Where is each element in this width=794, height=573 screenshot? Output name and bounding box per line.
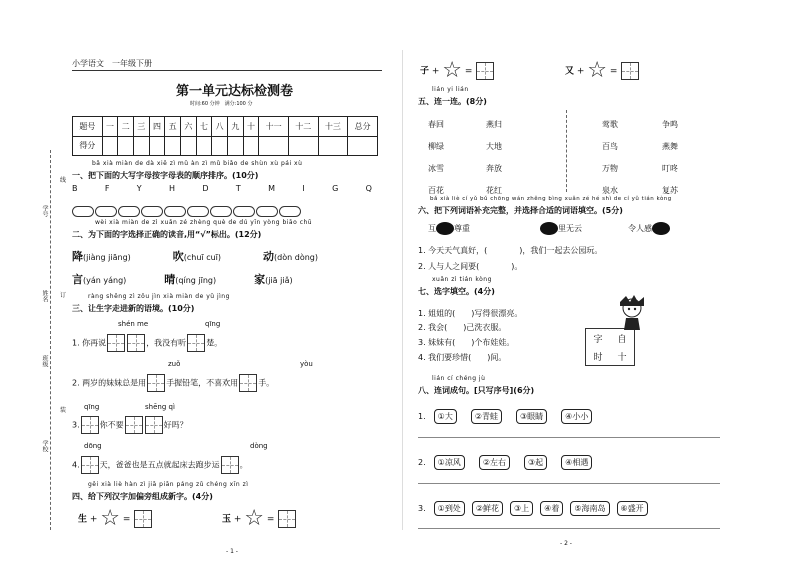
blank-dot[interactable] bbox=[436, 222, 454, 235]
q8-word-card[interactable]: ④小小 bbox=[561, 409, 592, 424]
letter: Y bbox=[136, 184, 142, 193]
score-header-cell: 十二 bbox=[288, 117, 318, 137]
q6-s1: 1. 今天天气真好，( )，我们一起去公园玩。 bbox=[418, 246, 603, 255]
q5-text: 五、连一连。(8分) bbox=[418, 97, 487, 106]
score-header-cell: 二 bbox=[118, 117, 134, 137]
q8-word-card[interactable]: ③眼睛 bbox=[516, 409, 547, 424]
letter: Q bbox=[365, 184, 372, 193]
box-char: 时 bbox=[593, 352, 603, 363]
q6-word2: 尊重 bbox=[454, 224, 470, 233]
blank[interactable] bbox=[187, 334, 205, 352]
letter: B bbox=[72, 184, 78, 193]
page-number-left: - 1 - bbox=[226, 548, 238, 555]
blank[interactable] bbox=[125, 416, 143, 434]
q2-options: (yán yáng) bbox=[83, 276, 127, 285]
q2-text: 二、为下面的字选择正确的读音,用“√”标出。(12分) bbox=[72, 230, 262, 239]
blank[interactable] bbox=[621, 62, 639, 80]
answer-bubble[interactable] bbox=[210, 206, 232, 217]
q1-text: 一、把下面的大写字母按字母表的顺序排序。(10分) bbox=[72, 171, 259, 180]
q8-word-card[interactable]: ①到处 bbox=[434, 501, 465, 516]
blank[interactable] bbox=[145, 416, 163, 434]
box-char: 自 bbox=[617, 334, 627, 345]
q5-word[interactable]: 争鸣 bbox=[662, 120, 678, 129]
q2-item[interactable] bbox=[263, 248, 318, 264]
blank[interactable] bbox=[81, 456, 99, 474]
q3-s2-pinyin1: zuǒ bbox=[168, 360, 181, 368]
q2-options: (jiā jiǎ) bbox=[265, 276, 293, 285]
q3-s4-a: 4. bbox=[72, 460, 80, 470]
q7-text: 七、选字填空。(4分) bbox=[418, 287, 495, 296]
answer-bubble[interactable] bbox=[95, 206, 117, 217]
q2-item[interactable] bbox=[254, 271, 292, 287]
answer-bubble[interactable] bbox=[279, 206, 301, 217]
star-icon: ☆ bbox=[244, 506, 265, 531]
header-label: 小学语文 一年级下册 bbox=[72, 59, 152, 68]
letter: D bbox=[202, 184, 209, 193]
q5-col2 bbox=[486, 114, 502, 202]
top-char2: 又 bbox=[565, 66, 575, 77]
q2-pinyin: wèi xià miàn de zì xuǎn zé zhèng què de dú yīn yòng biāo chū bbox=[95, 219, 313, 226]
q3-s2-c: 手。 bbox=[258, 378, 275, 388]
score-cell[interactable] bbox=[180, 136, 196, 156]
score-header-cell: 十三 bbox=[318, 117, 348, 137]
q2-options: (qíng jīng) bbox=[175, 276, 217, 285]
q2-char: 晴 bbox=[164, 273, 176, 286]
star-icon: ☆ bbox=[587, 58, 608, 83]
q3-text: 三、让生字走进新的语境。(10分) bbox=[72, 304, 195, 313]
q8-word-card[interactable]: ②鲜花 bbox=[472, 501, 503, 516]
q3-pinyin: ràng shēng zì zǒu jìn xià miàn de yǔ jìng bbox=[88, 293, 230, 300]
q5-col1 bbox=[428, 114, 444, 202]
q1-pinyin: bǎ xià miàn de dà xiě zì mǔ àn zì mǔ biǎo de shùn xù pái xù bbox=[92, 160, 303, 167]
cartoon-girl-icon bbox=[612, 292, 652, 332]
q2-item[interactable] bbox=[72, 271, 126, 287]
q8-row-number: 2. bbox=[418, 458, 426, 467]
q7-s1: 1. 姐姐的( )写得很漂亮。 bbox=[418, 309, 523, 318]
q5-word[interactable]: 百花 bbox=[428, 186, 444, 195]
time-score: 时间:60 分钟 满分:100 分 bbox=[190, 101, 253, 107]
score-cell[interactable] bbox=[102, 136, 118, 156]
box-char: 十 bbox=[617, 352, 627, 363]
q5-word[interactable]: 柳绿 bbox=[428, 142, 444, 151]
q6-s2: 2. 人与人之间要( )。 bbox=[418, 262, 523, 271]
q8-word-card[interactable]: ④相遇 bbox=[561, 455, 592, 470]
q5-word[interactable]: 春回 bbox=[428, 120, 444, 129]
q5-word[interactable]: 百鸟 bbox=[602, 142, 618, 151]
score-cell[interactable] bbox=[348, 136, 378, 156]
score-label: 得分 bbox=[73, 136, 103, 156]
q5-col3 bbox=[602, 114, 618, 202]
q5-pinyin: lián yi lián bbox=[432, 86, 469, 93]
q2-row2 bbox=[72, 271, 382, 287]
q3-s1-c: 楚。 bbox=[206, 338, 223, 348]
q2-options: (chuī cuī) bbox=[183, 253, 222, 262]
letter: F bbox=[104, 184, 110, 193]
answer-bubble[interactable] bbox=[187, 206, 209, 217]
answer-bubble[interactable] bbox=[141, 206, 163, 217]
q8-text: 八、连词成句。[只写序号](6分) bbox=[418, 386, 535, 395]
q2-row1 bbox=[72, 248, 382, 264]
q8-row2 bbox=[418, 450, 606, 470]
q2-options: (jiàng jiāng) bbox=[83, 253, 131, 262]
q8-row-number: 1. bbox=[418, 412, 426, 421]
q5-word[interactable]: 万物 bbox=[602, 164, 618, 173]
score-header-cell: 三 bbox=[133, 117, 149, 137]
q5-word[interactable]: 大地 bbox=[486, 142, 502, 151]
q8-row1 bbox=[418, 404, 606, 424]
q3-s3-pinyin1: qīng bbox=[84, 403, 100, 411]
star-icon: ☆ bbox=[100, 506, 121, 531]
q4-text: 四、给下列汉字加偏旁组成新字。(4分) bbox=[72, 492, 213, 501]
q2-char: 降 bbox=[72, 250, 83, 263]
q1-answer-bubbles[interactable] bbox=[72, 201, 302, 220]
q8-row-number: 3. bbox=[418, 504, 426, 513]
q3-s3-a: 3. bbox=[72, 420, 80, 430]
score-header-cell: 八 bbox=[212, 117, 228, 137]
q5-word[interactable]: 复苏 bbox=[662, 186, 678, 195]
blank-dot[interactable] bbox=[540, 222, 558, 235]
q4-char1: 生 bbox=[78, 514, 88, 525]
q6-pinyin: bǎ xià liè cí yǔ bǔ chōng wán zhěng bìng xuǎn zé hé shì de cí yǔ tián kòng bbox=[430, 196, 672, 202]
star-icon: ☆ bbox=[442, 58, 463, 83]
side-cut2: 订 bbox=[60, 292, 67, 299]
score-cell[interactable] bbox=[212, 136, 228, 156]
q6-word4: 令人感 bbox=[628, 224, 652, 233]
side-school: 学校 bbox=[41, 440, 48, 452]
score-header-cell: 十 bbox=[243, 117, 259, 137]
q3-s1-pinyin2: qīng bbox=[205, 320, 221, 328]
side-cut3: 装 bbox=[60, 407, 67, 414]
q5-word[interactable]: 花红 bbox=[486, 186, 502, 195]
q5-col4 bbox=[662, 114, 678, 202]
score-header-cell: 六 bbox=[180, 117, 196, 137]
q6-text: 六、把下列词语补充完整，并选择合适的词语填空。(5分) bbox=[418, 206, 623, 215]
q3-s3-pinyin2: shēng qì bbox=[145, 403, 175, 411]
answer-bubble[interactable] bbox=[256, 206, 278, 217]
score-header-cell: 五 bbox=[165, 117, 181, 137]
q3-s4-pinyin2: dòng bbox=[250, 442, 268, 450]
q7-s2: 2. 我会( )己洗衣服。 bbox=[418, 323, 507, 332]
letter: H bbox=[169, 184, 176, 193]
q2-char: 家 bbox=[254, 273, 266, 286]
q4-char2: 玉 bbox=[222, 514, 232, 525]
q3-s1-a: 1. 你再说 bbox=[72, 338, 107, 348]
score-cell[interactable] bbox=[318, 136, 348, 156]
q8-word-card[interactable]: ③上 bbox=[510, 501, 533, 516]
q5-word[interactable]: 冰雪 bbox=[428, 164, 444, 173]
q8-word-card[interactable]: ③起 bbox=[524, 455, 547, 470]
q8-pinyin: lián cí chéng jù bbox=[432, 375, 486, 382]
letter: G bbox=[332, 184, 339, 193]
q2-char: 吹 bbox=[172, 250, 184, 263]
score-header-cell: 四 bbox=[149, 117, 165, 137]
side-name: 姓名 bbox=[41, 290, 48, 302]
q2-item[interactable] bbox=[72, 248, 131, 264]
q8-word-card[interactable]: ①凉风 bbox=[434, 455, 465, 470]
page-title: 第一单元达标检测卷 bbox=[176, 84, 294, 99]
blank[interactable] bbox=[147, 374, 165, 392]
q1-letters bbox=[72, 184, 372, 193]
q8-word-card[interactable]: ④着 bbox=[540, 501, 563, 516]
q2-char: 言 bbox=[72, 273, 83, 286]
q8-word-card[interactable]: ②左右 bbox=[479, 455, 510, 470]
q3-s3-b: 你不要 bbox=[99, 420, 124, 430]
blank[interactable] bbox=[221, 456, 239, 474]
score-header-cell: 总分 bbox=[348, 117, 378, 137]
q3-s2-a: 2. 两岁的妹妹总是用 bbox=[72, 378, 147, 388]
score-header-cell: 十一 bbox=[259, 117, 289, 137]
blank[interactable] bbox=[81, 416, 99, 434]
blank-dot[interactable] bbox=[652, 222, 670, 235]
q7-s3: 3. 妹妹有( )个布娃娃。 bbox=[418, 338, 515, 347]
answer-bubble[interactable] bbox=[164, 206, 186, 217]
blank[interactable] bbox=[107, 334, 125, 352]
score-cell[interactable] bbox=[288, 136, 318, 156]
q7-char-box bbox=[585, 328, 635, 366]
score-cell[interactable] bbox=[228, 136, 244, 156]
page-number-right: - 2 - bbox=[560, 540, 572, 547]
q8-word-card[interactable]: ⑥盛开 bbox=[617, 501, 648, 516]
q3-s1-pinyin1: shén me bbox=[118, 320, 149, 328]
q8-word-card[interactable]: ⑤海南岛 bbox=[570, 501, 609, 516]
score-cell[interactable] bbox=[165, 136, 181, 156]
q3-s1-b: ，我没有听 bbox=[146, 338, 187, 348]
q3-s3-c: 好吗？ bbox=[163, 420, 188, 430]
q3-s2-pinyin2: yòu bbox=[300, 360, 313, 368]
letter: I bbox=[302, 184, 305, 193]
side-class: 班级 bbox=[41, 355, 48, 367]
answer-bubble[interactable] bbox=[233, 206, 255, 217]
answer-bubble[interactable] bbox=[118, 206, 140, 217]
blank[interactable] bbox=[127, 334, 145, 352]
score-table bbox=[72, 116, 378, 156]
score-cell[interactable] bbox=[259, 136, 289, 156]
q3-s2-b: 手握铅笔，不喜欢用 bbox=[166, 378, 239, 388]
q2-options: (dòn dòng) bbox=[274, 253, 318, 262]
blank[interactable] bbox=[476, 62, 494, 80]
q2-item[interactable] bbox=[164, 271, 216, 287]
q5-word[interactable]: 莺歌 bbox=[602, 120, 618, 129]
score-cell[interactable] bbox=[133, 136, 149, 156]
q3-s4-pinyin1: dōng bbox=[84, 442, 102, 450]
q3-s4-b: 天，爸爸也是五点就起床去跑步运 bbox=[99, 460, 220, 470]
score-header-cell: 题号 bbox=[73, 117, 103, 137]
q8-word-card[interactable]: ②青蛙 bbox=[471, 409, 502, 424]
letter: T bbox=[235, 184, 241, 193]
letter: M bbox=[268, 184, 276, 193]
q8-row3 bbox=[418, 496, 655, 516]
score-header-cell: 七 bbox=[196, 117, 212, 137]
q2-item[interactable] bbox=[173, 248, 221, 264]
score-cell[interactable] bbox=[243, 136, 259, 156]
top-char1: 子 bbox=[420, 66, 430, 77]
blank[interactable] bbox=[239, 374, 257, 392]
q5-word[interactable]: 叮咚 bbox=[662, 164, 678, 173]
q5-word[interactable]: 泉水 bbox=[602, 186, 618, 195]
q5-word[interactable]: 燕舞 bbox=[662, 142, 678, 151]
q2-char: 动 bbox=[263, 250, 275, 263]
q6-word1: 互 bbox=[428, 224, 436, 233]
side-id: 学号 bbox=[41, 205, 48, 217]
q5-word[interactable]: 燕归 bbox=[486, 120, 502, 129]
score-cell[interactable] bbox=[149, 136, 165, 156]
score-header-cell: 一 bbox=[102, 117, 118, 137]
q8-word-card[interactable]: ①大 bbox=[434, 409, 457, 424]
score-cell[interactable] bbox=[196, 136, 212, 156]
blank[interactable] bbox=[134, 510, 152, 528]
box-char: 字 bbox=[593, 334, 603, 345]
q7-s4: 4. 我们要珍惜( )间。 bbox=[418, 353, 507, 362]
side-cut1: 线 bbox=[60, 177, 67, 184]
q4-pinyin: gěi xià liè hàn zì jiā piān páng zǔ chéng xīn zì bbox=[88, 481, 249, 488]
answer-bubble[interactable] bbox=[72, 206, 94, 217]
q5-word[interactable]: 奔放 bbox=[486, 164, 502, 173]
score-cell[interactable] bbox=[118, 136, 134, 156]
q3-s4-c: 。 bbox=[239, 460, 248, 470]
q7-pinyin: xuǎn zì tián kòng bbox=[432, 276, 492, 283]
q6-word3: 里无云 bbox=[558, 224, 582, 233]
blank[interactable] bbox=[278, 510, 296, 528]
score-header-cell: 九 bbox=[228, 117, 244, 137]
